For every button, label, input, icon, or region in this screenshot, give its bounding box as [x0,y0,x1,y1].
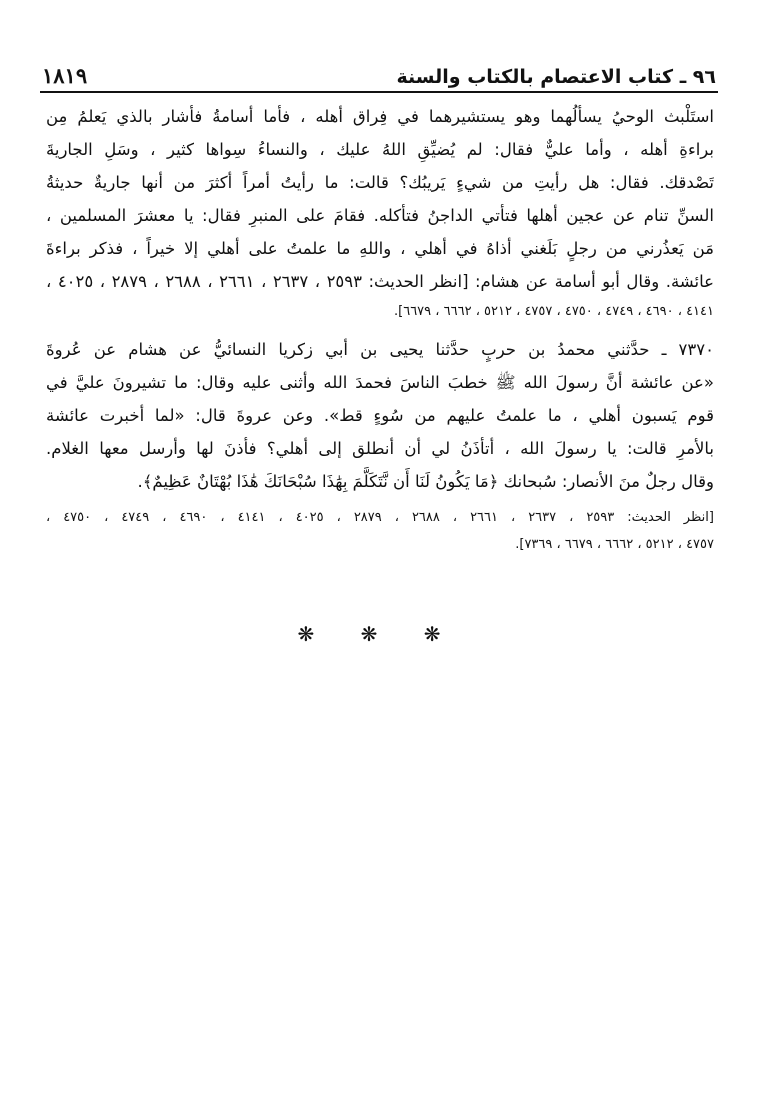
hadith-references: ٤٧٥٧ ، ٥٢١٢ ، ٦٦٦٢ ، ٦٦٧٩ ، ٧٣٦٩]. [515,537,714,552]
text-line: السنِّ تنام عن عجين أهلها فتأتي الداجنُ فتأكله. فقامَ على المنبرِ فقال: يا معشرَ المسلمين ، [46,206,714,225]
hadith-references: ٤١٤١ ، ٤٦٩٠ ، ٤٧٤٩ ، ٤٧٥٠ ، ٤٧٥٧ ، ٥٢١٢ ، ٦٦٦٢ ، ٦٦٧٩]. [394,304,714,319]
paragraph-hadith-7370 [46,333,714,558]
text-line: بالأمرِ قالت: يا رسولَ الله ، أتأذَنُ لي أن أنطلق إلى أهلي؟ فأذنَ لها وأرسل معها الغلام. [46,439,714,458]
text-line: مَن يَعذُرني من رجلٍ بَلَغني أذاهُ في أهلي ، واللهِ ما علمتُ على أهلي إلا خيراً ، فذكر براءةَ [46,239,714,258]
text-line: وقال رجلٌ منَ الأنصار: سُبحانك ﴿مَا يَكُونُ لَنَا أَن نَّتَكَلَّمَ بِهَٰذَا سُبْحَانَكَ هَٰذَا بُهْتَانٌ عَظِيمٌ﴾. [137,472,714,491]
running-title: ٩٦ ـ كتاب الاعتصام بالكتاب والسنة [396,66,716,88]
text-line: قوم يَسبون أهلي ، ما علمتُ عليهم من سُوءٍ قط». وعن عروةَ قال: «لما أخبرت عائشة [46,406,714,425]
text-line: استَلْبث الوحيُ يسألُهما وهو يستشيرهما في فِراق أهله ، فأما أسامةُ فأشار بالذي يَعلمُ مِن [46,107,714,126]
section-separator: ❋ ❋ ❋ [297,622,461,646]
text-line: «عن عائشة أنَّ رسولَ الله ﷺ خطبَ الناسَ فحمدَ الله وأثنى عليه وقال: ما تشيرونَ عليَّ في [46,373,714,392]
page-number: ١٨١٩ [42,63,88,88]
text-line: عائشة. وقال أبو أسامة عن هشام: [انظر الحديث: ٢٥٩٣ ، ٢٦٣٧ ، ٢٦٦١ ، ٢٦٨٨ ، ٢٨٧٩ ، ٤٠٢٥ ، [46,272,714,291]
page-header [42,58,716,88]
paragraph-hadith-7369-end [46,100,714,325]
text-line: براءةِ أهله ، وأما عليٌّ فقال: لم يُضيِّقِ اللهُ عليك ، والنساءُ سِواها كثير ، وسَلِ الجاريةَ [46,140,714,159]
paragraph-gap [46,325,714,333]
text-line: تَصْدقك. فقال: هل رأيتِ من شيءٍ يَريبُك؟ قالت: ما رأيتُ أمراً أكثرَ من أنها جاريةٌ حديثةُ [46,173,714,192]
header-divider [40,91,718,93]
hadith-references: [انظر الحديث: ٢٥٩٣ ، ٢٦٣٧ ، ٢٦٦١ ، ٢٦٨٨ ، ٢٨٧٩ ، ٤٠٢٥ ، ٤١٤١ ، ٤٦٩٠ ، ٤٧٤٩ ، ٤٧٥٠ ، [46,510,714,525]
page-body [46,100,714,558]
text-line: ٧٣٧٠ ـ حدَّثني محمدُ بن حربٍ حدَّثنا يحيى بن أبي زكريا النسائيُّ عن هشام عن عُروةَ [46,340,714,359]
